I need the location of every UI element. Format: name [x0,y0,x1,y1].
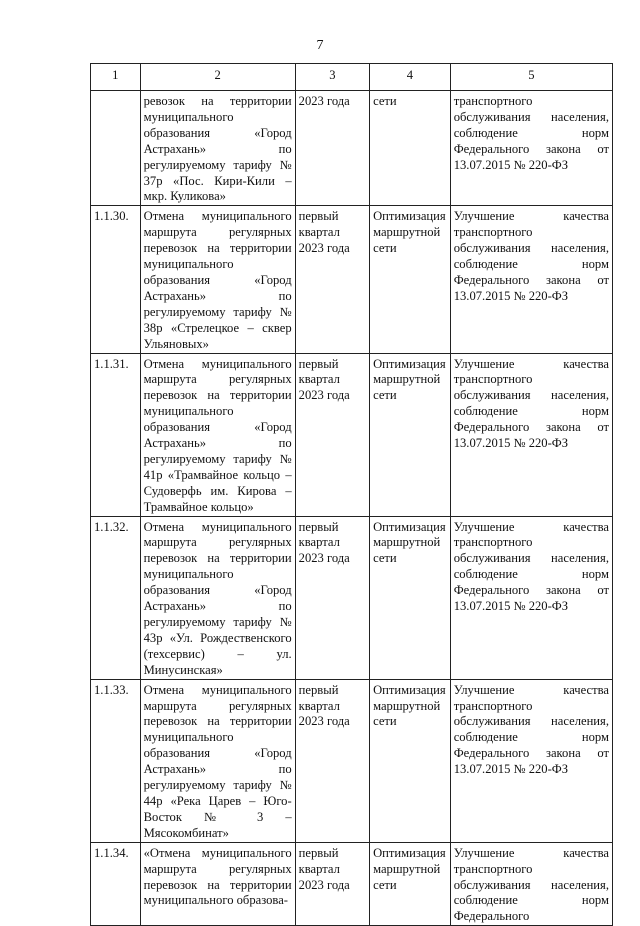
column-header: 4 [370,64,451,91]
table-row [91,679,613,842]
table-header-row [91,64,613,91]
row-number: 1.1.33. [91,679,141,842]
period-cell: 2023 года [295,91,369,206]
goal-cell: Оптимизация маршрутной сети [370,516,451,679]
column-header: 2 [140,64,295,91]
result-cell: транспортного обслуживания населения, соблюдение норм Федерального закона от 13.07.2015 № 220-ФЗ [450,91,612,206]
table-row [91,516,613,679]
result-cell: Улучшение качества транспортного обслуживания населения, соблюдение норм Федерального [450,842,612,926]
measure-description: Отмена муниципального маршрута регулярных перевозок на территории муниципального образования «Город Астрахань» по регулируемому тарифу № 41р «Трамвайное кольцо – Судоверфь им. Кирова – Трамвайное кольцо» [140,353,295,516]
page-number: 7 [316,38,324,53]
column-header: 1 [91,64,141,91]
result-cell: Улучшение качества транспортного обслуживания населения, соблюдение норм Федерального закона от 13.07.2015 № 220-ФЗ [450,679,612,842]
period-cell: первый квартал 2023 года [295,842,369,926]
measure-description: ревозок на территории муниципального образования «Город Астрахань» по регулируемому тарифу № 37р «Пос. Кири-Кили – мкр. Куликова» [140,91,295,206]
measure-description: Отмена муниципального маршрута регулярных перевозок на территории муниципального образования «Город Астрахань» по регулируемому тарифу № 38р «Стрелецкое – сквер Ульяновых» [140,206,295,353]
table-row [91,206,613,353]
table-row [91,842,613,926]
table-row [91,353,613,516]
row-number: 1.1.31. [91,353,141,516]
row-number [91,91,141,206]
period-cell: первый квартал 2023 года [295,679,369,842]
measure-description: «Отмена муниципального маршрута регулярных перевозок на территории муниципального образова- [140,842,295,926]
result-cell: Улучшение качества транспортного обслуживания населения, соблюдение норм Федерального закона от 13.07.2015 № 220-ФЗ [450,353,612,516]
column-header: 3 [295,64,369,91]
row-number: 1.1.30. [91,206,141,353]
row-number: 1.1.34. [91,842,141,926]
period-cell: первый квартал 2023 года [295,516,369,679]
column-header: 5 [450,64,612,91]
table-row [91,91,613,206]
measure-description: Отмена муниципального маршрута регулярных перевозок на территории муниципального образования «Город Астрахань» по регулируемому тарифу № 43р «Ул. Рождественского (техсервис) – ул. Минусинская» [140,516,295,679]
goal-cell: сети [370,91,451,206]
goal-cell: Оптимизация маршрутной сети [370,679,451,842]
result-cell: Улучшение качества транспортного обслуживания населения, соблюдение норм Федерального закона от 13.07.2015 № 220-ФЗ [450,206,612,353]
goal-cell: Оптимизация маршрутной сети [370,842,451,926]
measure-description: Отмена муниципального маршрута регулярных перевозок на территории муниципального образования «Город Астрахань» по регулируемому тарифу № 44р «Река Царев – Юго-Восток № 3 – Мясокомбинат» [140,679,295,842]
goal-cell: Оптимизация маршрутной сети [370,353,451,516]
result-cell: Улучшение качества транспортного обслуживания населения, соблюдение норм Федерального закона от 13.07.2015 № 220-ФЗ [450,516,612,679]
period-cell: первый квартал 2023 года [295,353,369,516]
plan-table [90,63,613,926]
period-cell: первый квартал 2023 года [295,206,369,353]
goal-cell: Оптимизация маршрутной сети [370,206,451,353]
row-number: 1.1.32. [91,516,141,679]
